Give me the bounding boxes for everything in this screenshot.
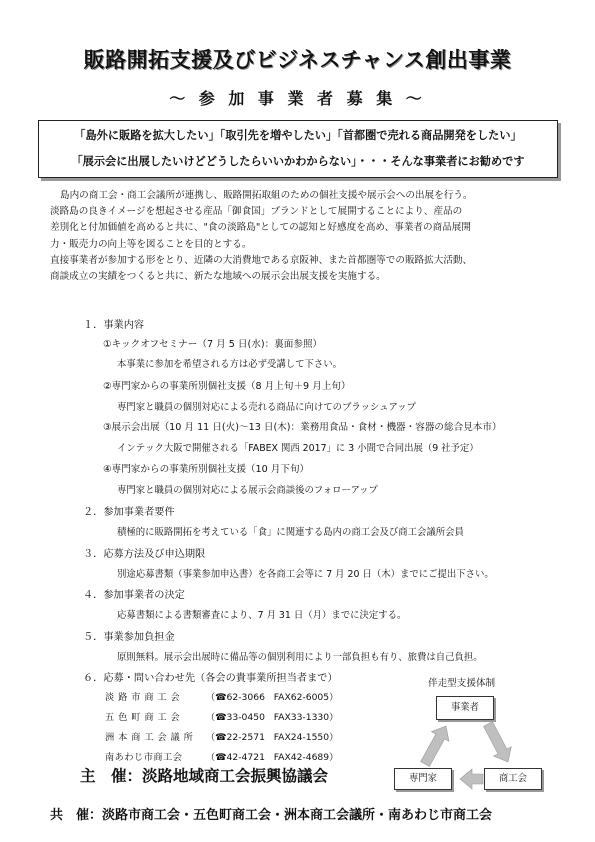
section-5-body: 原則無料。展示会出展時に備品等の個別利用により一部負担も有り、旅費は自己負担。 bbox=[117, 652, 483, 663]
section-6-heading: ６．応募・問い合わせ先（各会の貴事業所担当者まで） bbox=[83, 673, 338, 684]
contact-fax: FAX62-6005） bbox=[273, 692, 339, 703]
item-1-body: 本事業に参加を希望される方は必ず受講して下さい。 bbox=[117, 359, 343, 370]
item-2-title: ②専門家からの事業所別個社支援（8 月上旬＋9 月上旬） bbox=[103, 381, 351, 392]
diagram-title: 伴走型支援体制 bbox=[428, 678, 496, 689]
callout-box bbox=[38, 120, 558, 178]
callout-line-1: 「島外に販路を拡大したい」「取引先を増やしたい」「首都圏で売れる商品開発をしたい」 bbox=[74, 129, 522, 142]
section-1-heading: １．事業内容 bbox=[83, 320, 145, 331]
contact-tel: （☎42-4721 bbox=[205, 752, 265, 763]
section-5-heading: ５．事業参加負担金 bbox=[83, 632, 175, 643]
arrow-chamber-to-expert-icon bbox=[460, 769, 483, 789]
co-hosts: 共 催：淡路市商工会・五色町商工会・洲本商工会議所・南あわじ市商工会 bbox=[50, 808, 493, 823]
intro-text bbox=[50, 188, 560, 285]
intro-line: 力・販売力の向上等を図ることを目的とする。 bbox=[50, 238, 252, 250]
intro-line: 商談成立の実績をつくると共に、新たな地域への展示会出展支援を実施する。 bbox=[50, 271, 386, 283]
intro-line: 淡路島の良きイメージを想起させる産品「御食国」ブランドとして展開することにより、産品の bbox=[50, 206, 463, 218]
arrow-business-to-chamber-icon bbox=[484, 722, 512, 762]
item-1-title: ①キックオフセミナー（7 月 5 日(水)：裏面参照） bbox=[103, 339, 323, 350]
section-2-heading: ２．参加事業者要件 bbox=[83, 507, 175, 518]
section-2-body: 積極的に販路開拓を考えている「食」に関連する島内の商工会及び商工会議所会員 bbox=[117, 527, 464, 538]
section-3-body: 別途応募書類（事業参加申込書）を各商工会等に 7 月 20 日（木）までにご提出下さい。 bbox=[117, 569, 494, 580]
intro-line: 直接事業者が参加する形をとり、近隣の大消費地である京阪神、また首都圏等での販路拡大活動、 bbox=[50, 254, 473, 266]
item-4-title: ④専門家からの事業所別個社支援（10 月下旬） bbox=[103, 464, 310, 475]
contact-row bbox=[105, 689, 338, 703]
contact-row bbox=[105, 749, 338, 763]
node-chamber: 商工会 bbox=[484, 768, 542, 790]
item-3-title: ③展示会出展（10 月 11 日(火)～13 日(木)：業務用食品・食材・機器・容器の総合見本市） bbox=[103, 422, 502, 433]
intro-line: 差別化と付加価値を高めると共に、"食の淡路島"としての認知と好感度を高め、事業者の商品展開 bbox=[50, 222, 471, 234]
contact-fax: FAX33-1330） bbox=[273, 712, 339, 723]
organizer: 主 催：淡路地域商工会振興協議会 bbox=[80, 767, 329, 785]
contact-row bbox=[105, 729, 338, 743]
contact-fax: FAX42-4689） bbox=[273, 752, 339, 763]
page-title: 販路開拓支援及びビジネスチャンス創出事業 bbox=[83, 48, 512, 72]
item-4-body: 専門家と職員の個別対応による展示会商談後のフォローアップ bbox=[117, 485, 378, 496]
section-4-body: 応募書類による書類審査により、7 月 31 日（月）までに決定する。 bbox=[117, 610, 407, 621]
intro-line: 島内の商工会・商工会議所が連携し、販路開拓取組のための個社支援や展示会への出展を行う。 bbox=[60, 190, 473, 201]
contact-tel: （☎62-3066 bbox=[205, 692, 265, 703]
contact-fax: FAX24-1550） bbox=[273, 732, 339, 743]
item-2-body: 専門家と職員の個別対応による売れる商品に向けてのブラッシュアップ bbox=[117, 402, 416, 413]
contact-org: 南あわじ市商工会 bbox=[105, 752, 183, 763]
contact-org: 五 色 町 商 工 会 bbox=[105, 712, 181, 723]
section-3-heading: ３．応募方法及び申込期限 bbox=[83, 549, 206, 560]
section-4-heading: ４．参加事業者の決定 bbox=[83, 590, 185, 601]
arrow-expert-to-business-icon bbox=[421, 726, 449, 766]
contact-org: 淡 路 市 商 工 会 bbox=[105, 692, 181, 703]
node-expert: 専門家 bbox=[394, 768, 452, 790]
item-3-body: インテック大阪で開催される「FABEX 関西 2017」に 3 小間で合同出展（9 社予定） bbox=[117, 443, 479, 454]
page-subtitle: ～ 参 加 事 業 者 募 集 ～ bbox=[169, 89, 426, 108]
contact-tel: （☎33-0450 bbox=[205, 712, 265, 723]
contact-org: 洲 本 商 工 会 議 所 bbox=[105, 732, 194, 743]
contact-tel: （☎22-2571 bbox=[205, 732, 265, 743]
callout-line-2: 「展示会に出展したいけどどうしたらいいかわからない」・・・そんな事業者にお勧めです bbox=[71, 155, 525, 168]
node-business: 事業者 bbox=[436, 696, 494, 720]
contact-row bbox=[105, 709, 338, 723]
